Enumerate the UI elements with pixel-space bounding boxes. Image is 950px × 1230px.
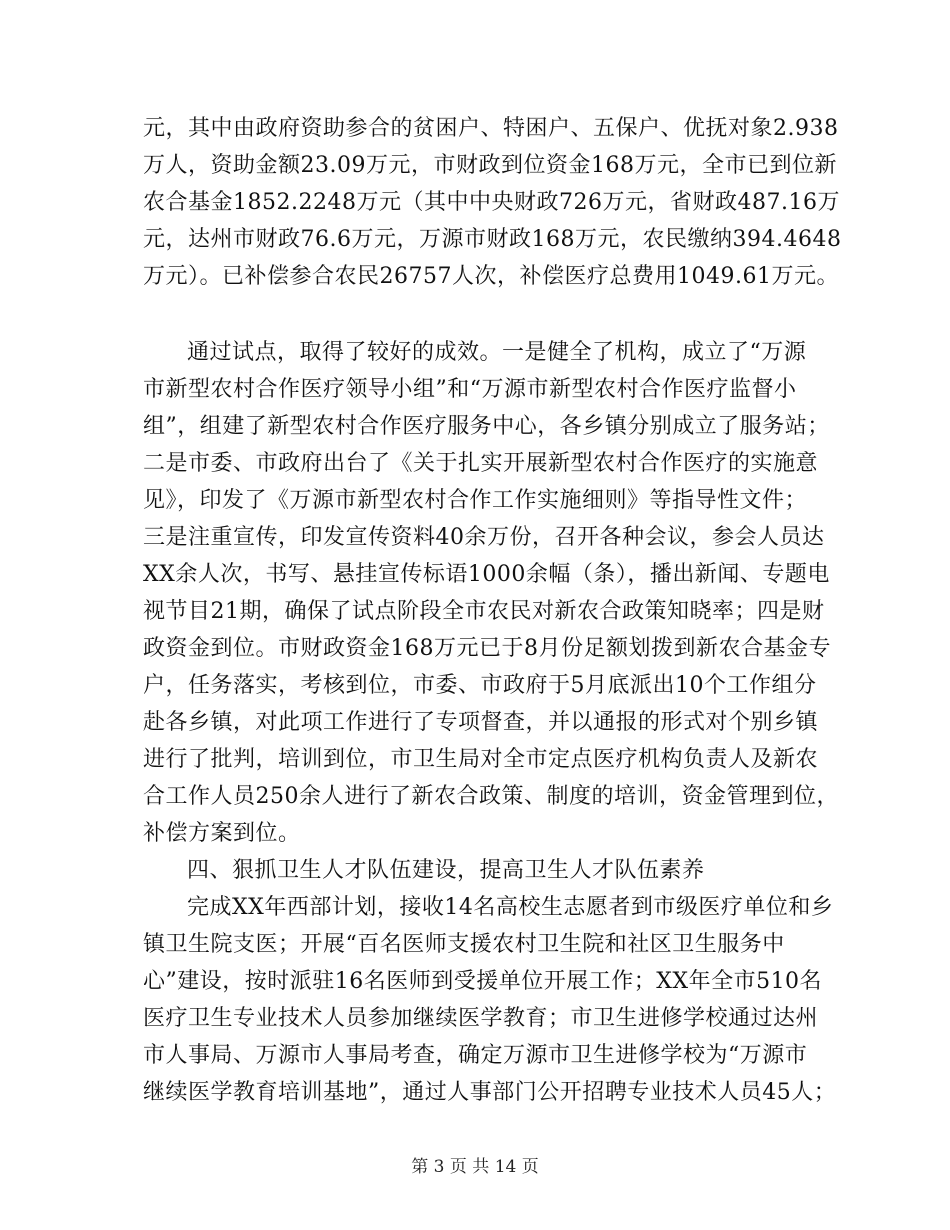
- text-line: 万人，资助金额23.09万元，市财政到位资金168万元，全市已到位新: [143, 153, 837, 178]
- page-number: 第 3 页 共 14 页: [411, 1157, 539, 1177]
- text-line: 视节目21期，确保了试点阶段全市农民对新农合政策知晓率；四是财: [143, 599, 825, 624]
- text-line: 见》，印发了《万源市新型农村合作工作实施细则》等指导性文件；: [143, 488, 808, 513]
- text-line: 元，其中由政府资助参合的贫困户、特困户、五保户、优抚对象2.938: [143, 116, 839, 141]
- section-heading: 四、狠抓卫生人才队伍建设，提高卫生人才队伍素养: [187, 858, 705, 883]
- text-line: 完成XX年西部计划，接收14名高校生志愿者到市级医疗单位和乡: [187, 895, 834, 920]
- text-line: XX余人次，书写、悬挂宣传标语1000余幅（条），播出新闻、专题电: [143, 562, 830, 587]
- text-line: 赴各乡镇，对此项工作进行了专项督查，并以通报的形式对个别乡镇: [143, 710, 819, 735]
- text-line: 元，达州市财政76.6万元，万源市财政168万元，农民缴纳394.4648: [143, 227, 842, 252]
- text-line: 进行了批判，培训到位，市卫生局对全市定点医疗机构负责人及新农: [143, 747, 819, 772]
- text-line: 市人事局、万源市人事局考查，确定万源市卫生进修学校为“万源市: [143, 1043, 808, 1068]
- text-line: 医疗卫生专业技术人员参加继续医学教育；市卫生进修学校通过达州: [143, 1006, 819, 1031]
- text-line: 市新型农村合作医疗领导小组”和“万源市新型农村合作医疗监督小: [143, 377, 797, 402]
- text-line: 合工作人员250余人进行了新农合政策、制度的培训，资金管理到位，: [143, 784, 839, 809]
- text-line: 心”建设，按时派驻16名医师到受援单位开展工作；XX年全市510名: [143, 969, 823, 994]
- text-line: 组”，组建了新型农村合作医疗服务中心，各乡镇分别成立了服务站；: [143, 414, 830, 439]
- text-line: 继续医学教育培训基地”，通过人事部门公开招聘专业技术人员45人；: [143, 1080, 837, 1105]
- text-line: 镇卫生院支医；开展“百名医师支援农村卫生院和社区卫生服务中: [143, 932, 785, 957]
- text-line: 万元）。已补偿参合农民26757人次，补偿医疗总费用1049.61万元。: [143, 264, 839, 289]
- text-line: 农合基金1852.2248万元（其中中央财政726万元，省财政487.16万: [143, 190, 840, 215]
- text-line: 政资金到位。市财政资金168万元已于8月份足额划拨到新农合基金专: [143, 636, 831, 661]
- text-line: 通过试点，取得了较好的成效。一是健全了机构，成立了“万源: [187, 340, 807, 365]
- text-line: 补偿方案到位。: [143, 821, 301, 846]
- text-line: 三是注重宣传，印发宣传资料40余万份，召开各种会议，参会人员达: [143, 525, 825, 550]
- text-line: 户，任务落实，考核到位，市委、市政府于5月底派出10个工作组分: [143, 673, 817, 698]
- text-line: 二是市委、市政府出台了《关于扎实开展新型农村合作医疗的实施意: [143, 451, 819, 476]
